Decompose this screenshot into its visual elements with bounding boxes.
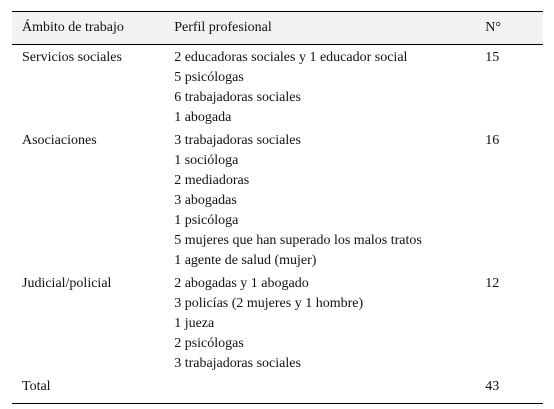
table-row [12, 271, 543, 374]
table-footer [12, 374, 543, 404]
row-count: 15 [485, 50, 500, 65]
total-row [12, 374, 543, 404]
profiles-table [12, 11, 543, 404]
data-table-container [12, 11, 543, 404]
row-profiles [174, 271, 485, 374]
profile-line: 3 abogadas [174, 193, 237, 208]
header-row [12, 12, 543, 45]
row-profiles [174, 128, 485, 271]
profile-line: 5 mujeres que han superado los malos tratos [174, 233, 422, 248]
row-area: Judicial/policial [22, 276, 112, 291]
row-count: 12 [485, 276, 500, 291]
table-header [12, 12, 543, 45]
profile-line: 1 psicóloga [174, 213, 239, 228]
table-body [12, 45, 543, 375]
total-label: Total [22, 379, 51, 394]
row-count: 16 [485, 133, 500, 148]
table-row [12, 128, 543, 271]
row-area: Servicios sociales [22, 50, 122, 65]
header-count: N° [485, 20, 501, 35]
profile-line: 1 jueza [174, 316, 215, 331]
profile-line: 3 trabajadoras sociales [174, 356, 301, 371]
profile-line: 1 agente de salud (mujer) [174, 253, 317, 268]
profile-line: 2 abogadas y 1 abogado [174, 276, 309, 291]
profile-line: 6 trabajadoras sociales [174, 90, 301, 105]
profile-line: 1 abogada [174, 110, 232, 125]
profile-line: 2 psicólogas [174, 336, 244, 351]
profile-line: 5 psicólogas [174, 70, 244, 85]
total-spacer [174, 374, 485, 404]
row-area: Asociaciones [22, 133, 97, 148]
profile-line: 2 mediadoras [174, 173, 250, 188]
total-value: 43 [485, 379, 500, 394]
profile-line: 1 socióloga [174, 153, 239, 168]
profile-line: 3 policías (2 mujeres y 1 hombre) [174, 296, 364, 311]
profile-line: 2 educadoras sociales y 1 educador social [174, 50, 408, 65]
header-profile: Perfil profesional [174, 20, 272, 35]
header-area: Ámbito de trabajo [22, 20, 124, 35]
table-row [12, 45, 543, 129]
profile-line: 3 trabajadoras sociales [174, 133, 301, 148]
row-profiles [174, 45, 485, 129]
